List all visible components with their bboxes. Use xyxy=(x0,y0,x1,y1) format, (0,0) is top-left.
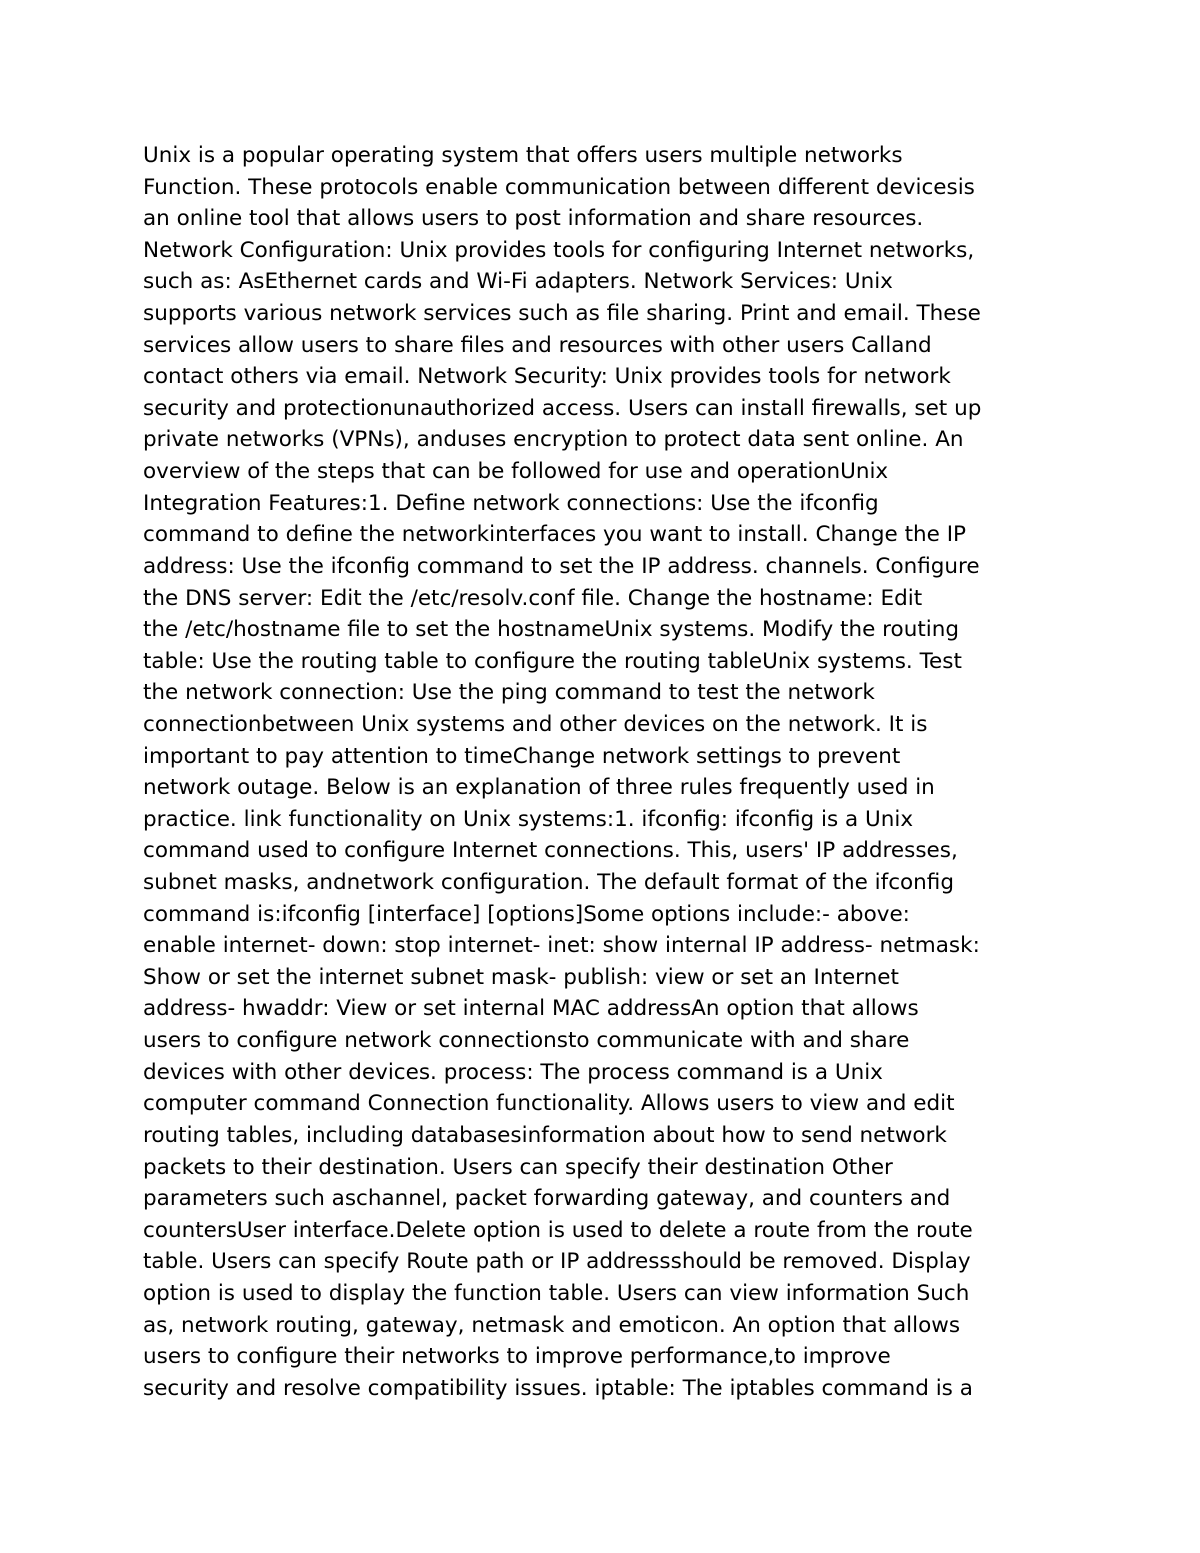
text-line: countersUser interface.Delete option is used to delete a route from the route xyxy=(143,1217,973,1243)
text-line: Network Configuration: Unix provides tools for configuring Internet networks, xyxy=(143,237,975,263)
text-line: routing tables, including databasesinformation about how to send network xyxy=(143,1122,947,1148)
text-line: security and protectionunauthorized access. Users can install firewalls, set up xyxy=(143,395,982,421)
text-line: an online tool that allows users to post information and share resources. xyxy=(143,206,924,232)
text-line: computer command Connection functionality. Allows users to view and edit xyxy=(143,1091,955,1117)
text-line: Show or set the internet subnet mask- publish: view or set an Internet xyxy=(143,964,899,990)
text-line: as, network routing, gateway, netmask and emoticon. An option that allows xyxy=(143,1312,961,1338)
text-line: users to configure their networks to improve performance,to improve xyxy=(143,1344,891,1370)
text-line: command used to configure Internet connections. This, users' IP addresses, xyxy=(143,838,958,864)
text-line: table. Users can specify Route path or IP addressshould be removed. Display xyxy=(143,1249,971,1275)
text-line: command to define the networkinterfaces you want to install. Change the IP xyxy=(143,522,967,548)
text-line: parameters such aschannel, packet forwarding gateway, and counters and xyxy=(143,1186,951,1212)
text-line: Integration Features:1. Define network connections: Use the ifconfig xyxy=(143,490,879,516)
text-line: security and resolve compatibility issues. iptable: The iptables command is a xyxy=(143,1375,973,1401)
text-line: practice. link functionality on Unix systems:1. ifconfig: ifconfig is a Unix xyxy=(143,806,914,832)
text-line: services allow users to share files and resources with other users Calland xyxy=(143,332,932,358)
text-line: users to configure network connectionsto communicate with and share xyxy=(143,1028,910,1054)
text-line: the /etc/hostname file to set the hostnameUnix systems. Modify the routing xyxy=(143,617,960,643)
text-line: contact others via email. Network Security: Unix provides tools for network xyxy=(143,364,951,390)
text-line: packets to their destination. Users can specify their destination Other xyxy=(143,1154,893,1180)
text-line: Function. These protocols enable communication between different devicesis xyxy=(143,174,975,200)
text-line: connectionbetween Unix systems and other devices on the network. It is xyxy=(143,711,928,737)
text-line: the network connection: Use the ping command to test the network xyxy=(143,680,875,706)
text-line: Unix is a popular operating system that offers users multiple networks xyxy=(143,143,903,168)
text-line: address- hwaddr: View or set internal MAC addressAn option that allows xyxy=(143,996,919,1022)
text-line: overview of the steps that can be followed for use and operationUnix xyxy=(143,459,889,485)
text-line: command is:ifconfig [interface] [options]Some options include:- above: xyxy=(143,901,910,927)
text-line: important to pay attention to timeChange network settings to prevent xyxy=(143,743,901,769)
text-line: network outage. Below is an explanation of three rules frequently used in xyxy=(143,775,935,801)
text-line: option is used to display the function table. Users can view information Such xyxy=(143,1280,970,1306)
text-line: such as: AsEthernet cards and Wi-Fi adapters. Network Services: Unix xyxy=(143,269,893,295)
text-line: table: Use the routing table to configure the routing tableUnix systems. Test xyxy=(143,648,962,674)
text-line: the DNS server: Edit the /etc/resolv.conf file. Change the hostname: Edit xyxy=(143,585,923,611)
text-line: enable internet- down: stop internet- inet: show internal IP address- netmask: xyxy=(143,933,980,959)
text-line: supports various network services such as file sharing. Print and email. These xyxy=(143,301,981,327)
text-line: address: Use the ifconfig command to set the IP address. channels. Configure xyxy=(143,553,980,579)
text-line: devices with other devices. process: The process command is a Unix xyxy=(143,1059,883,1085)
text-line: private networks (VPNs), anduses encryption to protect data sent online. An xyxy=(143,427,964,453)
document-body xyxy=(143,140,1103,1404)
text-line: subnet masks, andnetwork configuration. The default format of the ifconfig xyxy=(143,870,954,896)
